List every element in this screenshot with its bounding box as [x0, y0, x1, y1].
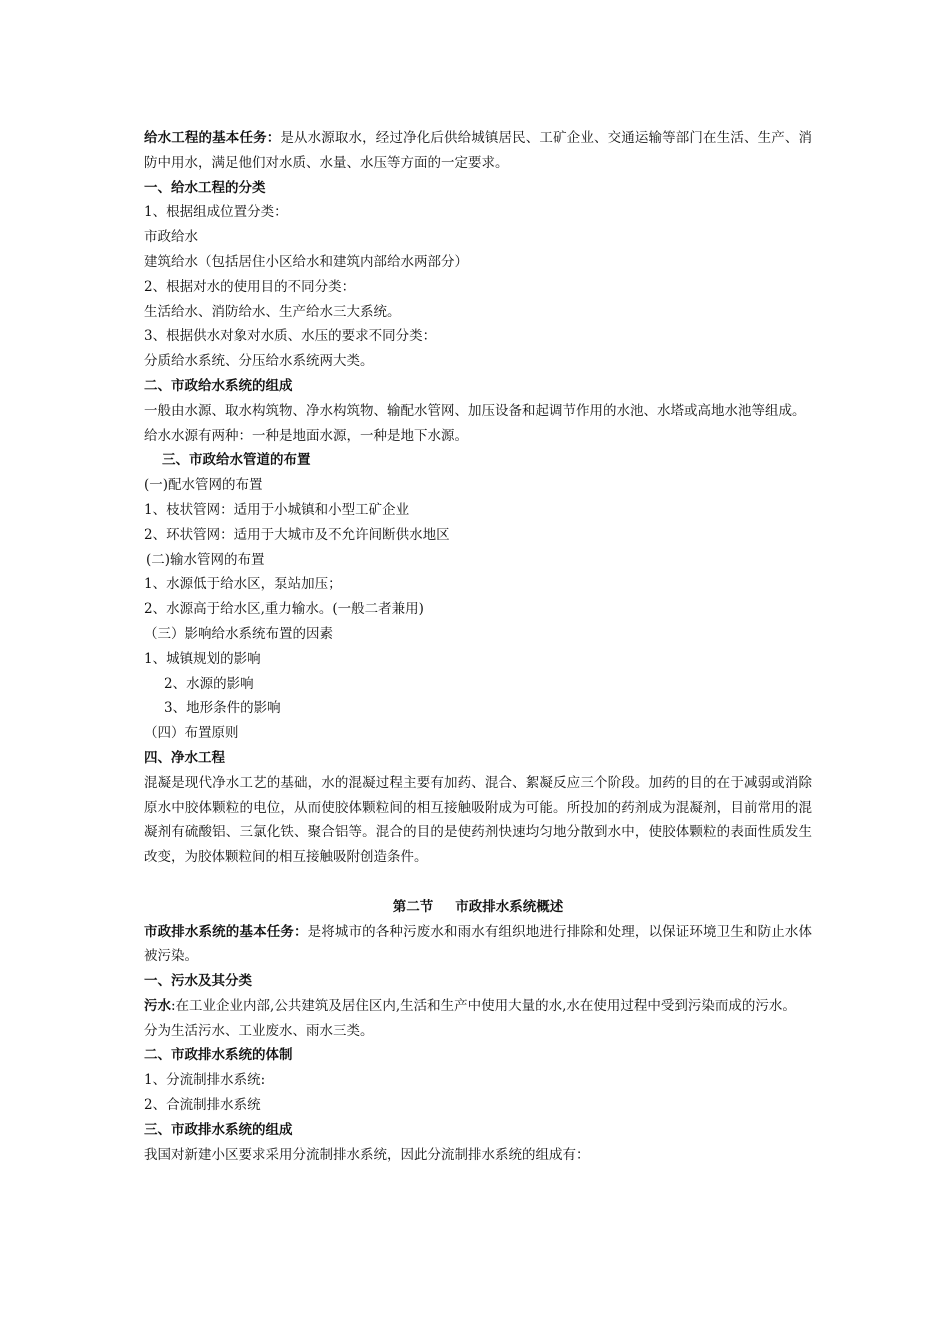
document-body — [144, 126, 812, 1167]
heading-purification: 四、净水工程 — [144, 749, 225, 766]
line-sewage-types: 分为生活污水、工业废水、雨水三类。 — [144, 1022, 374, 1039]
section-number: 第二节 — [392, 898, 434, 915]
heading-pipe-layout: 三、市政给水管道的布置 — [162, 452, 311, 469]
line-municipal-supply: 市政给水 — [144, 229, 198, 246]
drainage-task-label: 市政排水系统的基本任务： — [144, 923, 308, 940]
paragraph-sewage-definition — [144, 994, 812, 1019]
line-by-purpose: 2、根据对水的使用目的不同分类： — [144, 278, 356, 295]
line-layout-factors: （三）影响给水系统布置的因素 — [144, 625, 333, 642]
line-separate-system: 1、分流制排水系统: — [144, 1072, 266, 1089]
line-three-systems: 生活给水、消防给水、生产给水三大系统。 — [144, 303, 401, 320]
paragraph-water-supply-task — [144, 126, 812, 176]
section-name: 市政排水系统概述 — [455, 898, 564, 915]
line-planning-influence: 1、城镇规划的影响 — [144, 650, 261, 667]
line-ring-network: 2、环状管网：适用于大城市及不允许间断供水地区 — [144, 526, 450, 543]
water-supply-task-label: 给水工程的基本任务： — [144, 130, 281, 146]
heading-classification: 一、给水工程的分类 — [144, 179, 266, 196]
line-building-supply: 建筑给水（包括居住小区给水和建筑内部给水两部分） — [144, 253, 468, 270]
line-two-categories: 分质给水系统、分压给水系统两大类。 — [144, 353, 374, 370]
heading-municipal-composition: 二、市政给水系统的组成 — [144, 377, 293, 394]
line-terrain-influence: 3、地形条件的影响 — [164, 700, 281, 717]
sewage-text: :在工业企业内部,公共建筑及居住区内,生活和生产中使用大量的水,水在使用过程中受到污染而成的污水。 — [171, 997, 796, 1014]
section-title — [144, 895, 812, 920]
line-layout-principles: （四）布置原则 — [144, 725, 239, 742]
paragraph-drainage-task — [144, 920, 812, 970]
line-transmission-network: (二)输水管网的布置 — [146, 551, 265, 568]
water-supply-task-text: 是从水源取水，经过净化后供给城镇居民、工矿企业、交通运输等部门在生活、生产、消防中用水，满足他们对水质、水量、水压等方面的一定要求。 — [144, 130, 813, 171]
line-pump-pressurize: 1、水源低于给水区，泵站加压； — [144, 576, 342, 593]
paragraph-water-sources: 给水水源有两种：一种是地面水源，一种是地下水源。 — [144, 427, 468, 444]
line-new-district-requirement: 我国对新建小区要求采用分流制排水系统，因此分流制排水系统的组成有： — [144, 1146, 590, 1163]
heading-drainage-system-type: 二、市政排水系统的体制 — [144, 1047, 293, 1064]
line-gravity-transmission: 2、水源高于给水区,重力输水。(一般二者兼用) — [144, 601, 424, 618]
line-combined-system: 2、合流制排水系统 — [144, 1097, 261, 1114]
sewage-label: 污水 — [144, 997, 171, 1014]
line-distribution-network: (一)配水管网的布置 — [144, 477, 263, 494]
section-spacer — [144, 870, 812, 895]
line-branch-network: 1、枝状管网：适用于小城镇和小型工矿企业 — [144, 501, 410, 518]
heading-drainage-composition: 三、市政排水系统的组成 — [144, 1121, 293, 1138]
line-by-location: 1、根据组成位置分类： — [144, 204, 288, 221]
paragraph-composition: 一般由水源、取水构筑物、净水构筑物、输配水管网、加压设备和起调节作用的水池、水塔或高地水池等组成。 — [144, 402, 806, 419]
line-by-quality-pressure: 3、根据供水对象对水质、水压的要求不同分类： — [144, 328, 437, 345]
drainage-task-text: 是将城市的各种污废水和雨水有组织地进行排除和处理，以保证环境卫生和防止水体被污染。 — [144, 923, 812, 965]
line-source-influence: 2、水源的影响 — [164, 675, 254, 692]
heading-sewage-classification: 一、污水及其分类 — [144, 973, 252, 990]
paragraph-coagulation: 混凝是现代净水工艺的基础，水的混凝过程主要有加药、混合、絮凝反应三个阶段。加药的目的在于减弱或消除原水中胶体颗粒的电位，从而使胶体颗粒间的相互接触吸附成为可能。所投加的药剂成为混凝剂，目前常用的混凝剂有硫酸铝、三氯化铁、聚合铝等。混合的目的是使药剂快速均匀地分散到水中，使胶体颗粒的表面性质发生改变，为胶体颗粒间的相互接触吸附创造条件。 — [144, 774, 812, 866]
